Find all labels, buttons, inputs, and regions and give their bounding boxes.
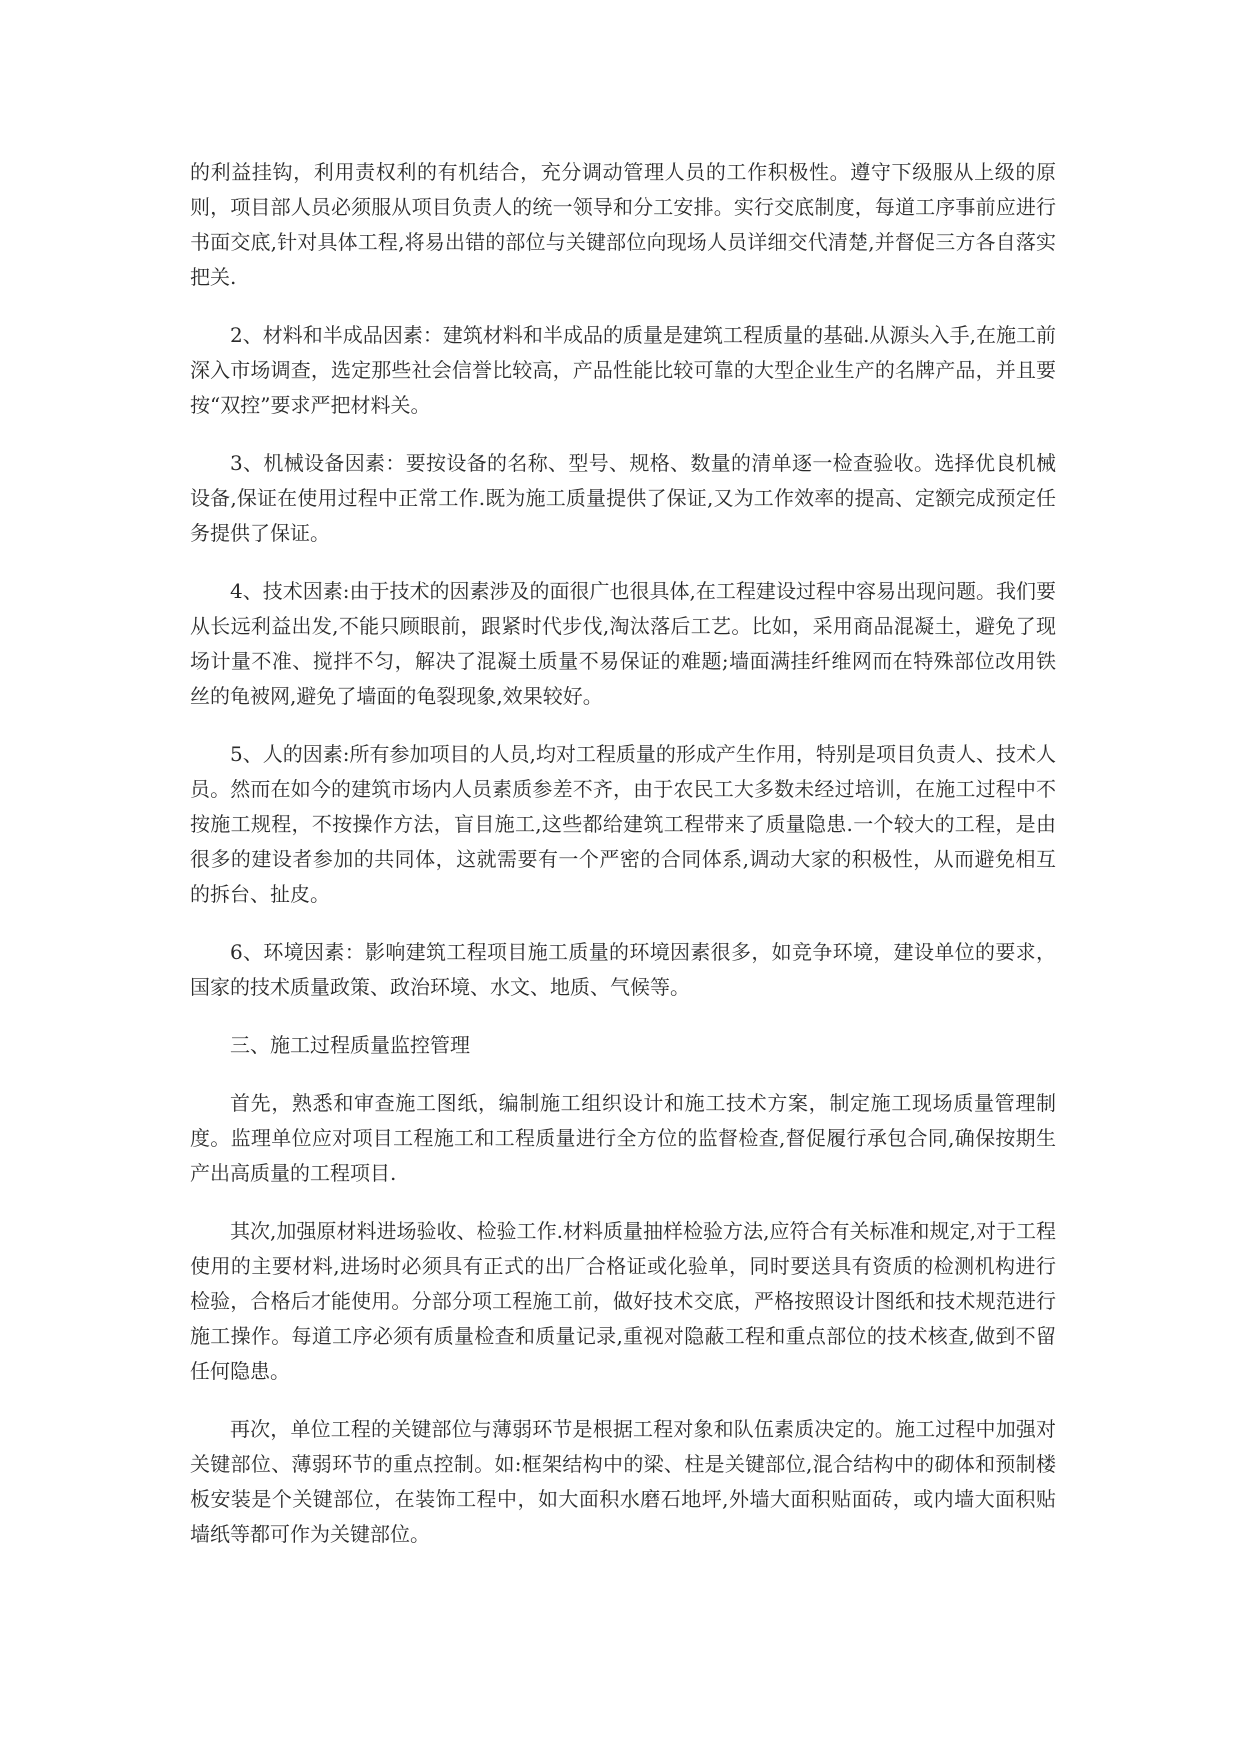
paragraph-first-step: 首先，熟悉和审查施工图纸，编制施工组织设计和施工技术方案，制定施工现场质量管理制度。监理单位应对项目工程施工和工程质量进行全方位的监督检查,督促履行承包合同,确保按期生产出高质量的工程项目. [190, 1091, 1056, 1185]
paragraph-intro-continuation: 的利益挂钩，利用责权利的有机结合，充分调动管理人员的工作积极性。遵守下级服从上级的原则，项目部人员必须服从项目负责人的统一领导和分工安排。实行交底制度，每道工序事前应进行书面交底,针对具体工程,将易出错的部位与关键部位向现场人员详细交代清楚,并督促三方各自落实把关. [190, 160, 1056, 289]
paragraph-materials-factor: 2、材料和半成品因素：建筑材料和半成品的质量是建筑工程质量的基础.从源头入手,在施工前深入市场调查，选定那些社会信誉比较高，产品性能比较可靠的大型企业生产的名牌产品，并且要按“双控”要求严把材料关。 [190, 323, 1056, 417]
paragraph-human-factor: 5、人的因素:所有参加项目的人员,均对工程质量的形成产生作用，特别是项目负责人、技术人员。然而在如今的建筑市场内人员素质参差不齐，由于农民工大多数未经过培训，在施工过程中不按施工规程，不按操作方法，盲目施工,这些都给建筑工程带来了质量隐患.一个较大的工程，是由很多的建设者参加的共同体，这就需要有一个严密的合同体系,调动大家的积极性，从而避免相互的拆台、扯皮。 [190, 742, 1056, 906]
paragraph-third-step: 再次，单位工程的关键部位与薄弱环节是根据工程对象和队伍素质决定的。施工过程中加强对关键部位、薄弱环节的重点控制。如:框架结构中的梁、柱是关键部位,混合结构中的砌体和预制楼板安装是个关键部位，在装饰工程中，如大面积水磨石地坪,外墙大面积贴面砖，或内墙大面积贴墙纸等都可作为关键部位。 [190, 1417, 1056, 1546]
paragraph-second-step: 其次,加强原材料进场验收、检验工作.材料质量抽样检验方法,应符合有关标准和规定,对于工程使用的主要材料,进场时必须具有正式的出厂合格证或化验单，同时要送具有资质的检测机构进行检验，合格后才能使用。分部分项工程施工前，做好技术交底，严格按照设计图纸和技术规范进行施工操作。每道工序必须有质量检查和质量记录,重视对隐蔽工程和重点部位的技术核查,做到不留任何隐患。 [190, 1219, 1056, 1383]
document-body [190, 155, 1056, 1575]
paragraph-equipment-factor: 3、机械设备因素：要按设备的名称、型号、规格、数量的清单逐一检查验收。选择优良机械设备,保证在使用过程中正常工作.既为施工质量提供了保证,又为工作效率的提高、定额完成预定任务提供了保证。 [190, 451, 1056, 545]
paragraph-environment-factor: 6、环境因素：影响建筑工程项目施工质量的环境因素很多，如竞争环境，建设单位的要求，国家的技术质量政策、政治环境、水文、地质、气候等。 [190, 940, 1056, 999]
section-heading-process-quality: 三、施工过程质量监控管理 [230, 1033, 470, 1057]
paragraph-technical-factor: 4、技术因素:由于技术的因素涉及的面很广也很具体,在工程建设过程中容易出现问题。我们要从长远利益出发,不能只顾眼前，跟紧时代步伐,淘汰落后工艺。比如，采用商品混凝土，避免了现场计量不准、搅拌不匀，解决了混凝土质量不易保证的难题;墙面满挂纤维网而在特殊部位改用铁丝的龟被网,避免了墙面的龟裂现象,效果较好。 [190, 579, 1056, 708]
